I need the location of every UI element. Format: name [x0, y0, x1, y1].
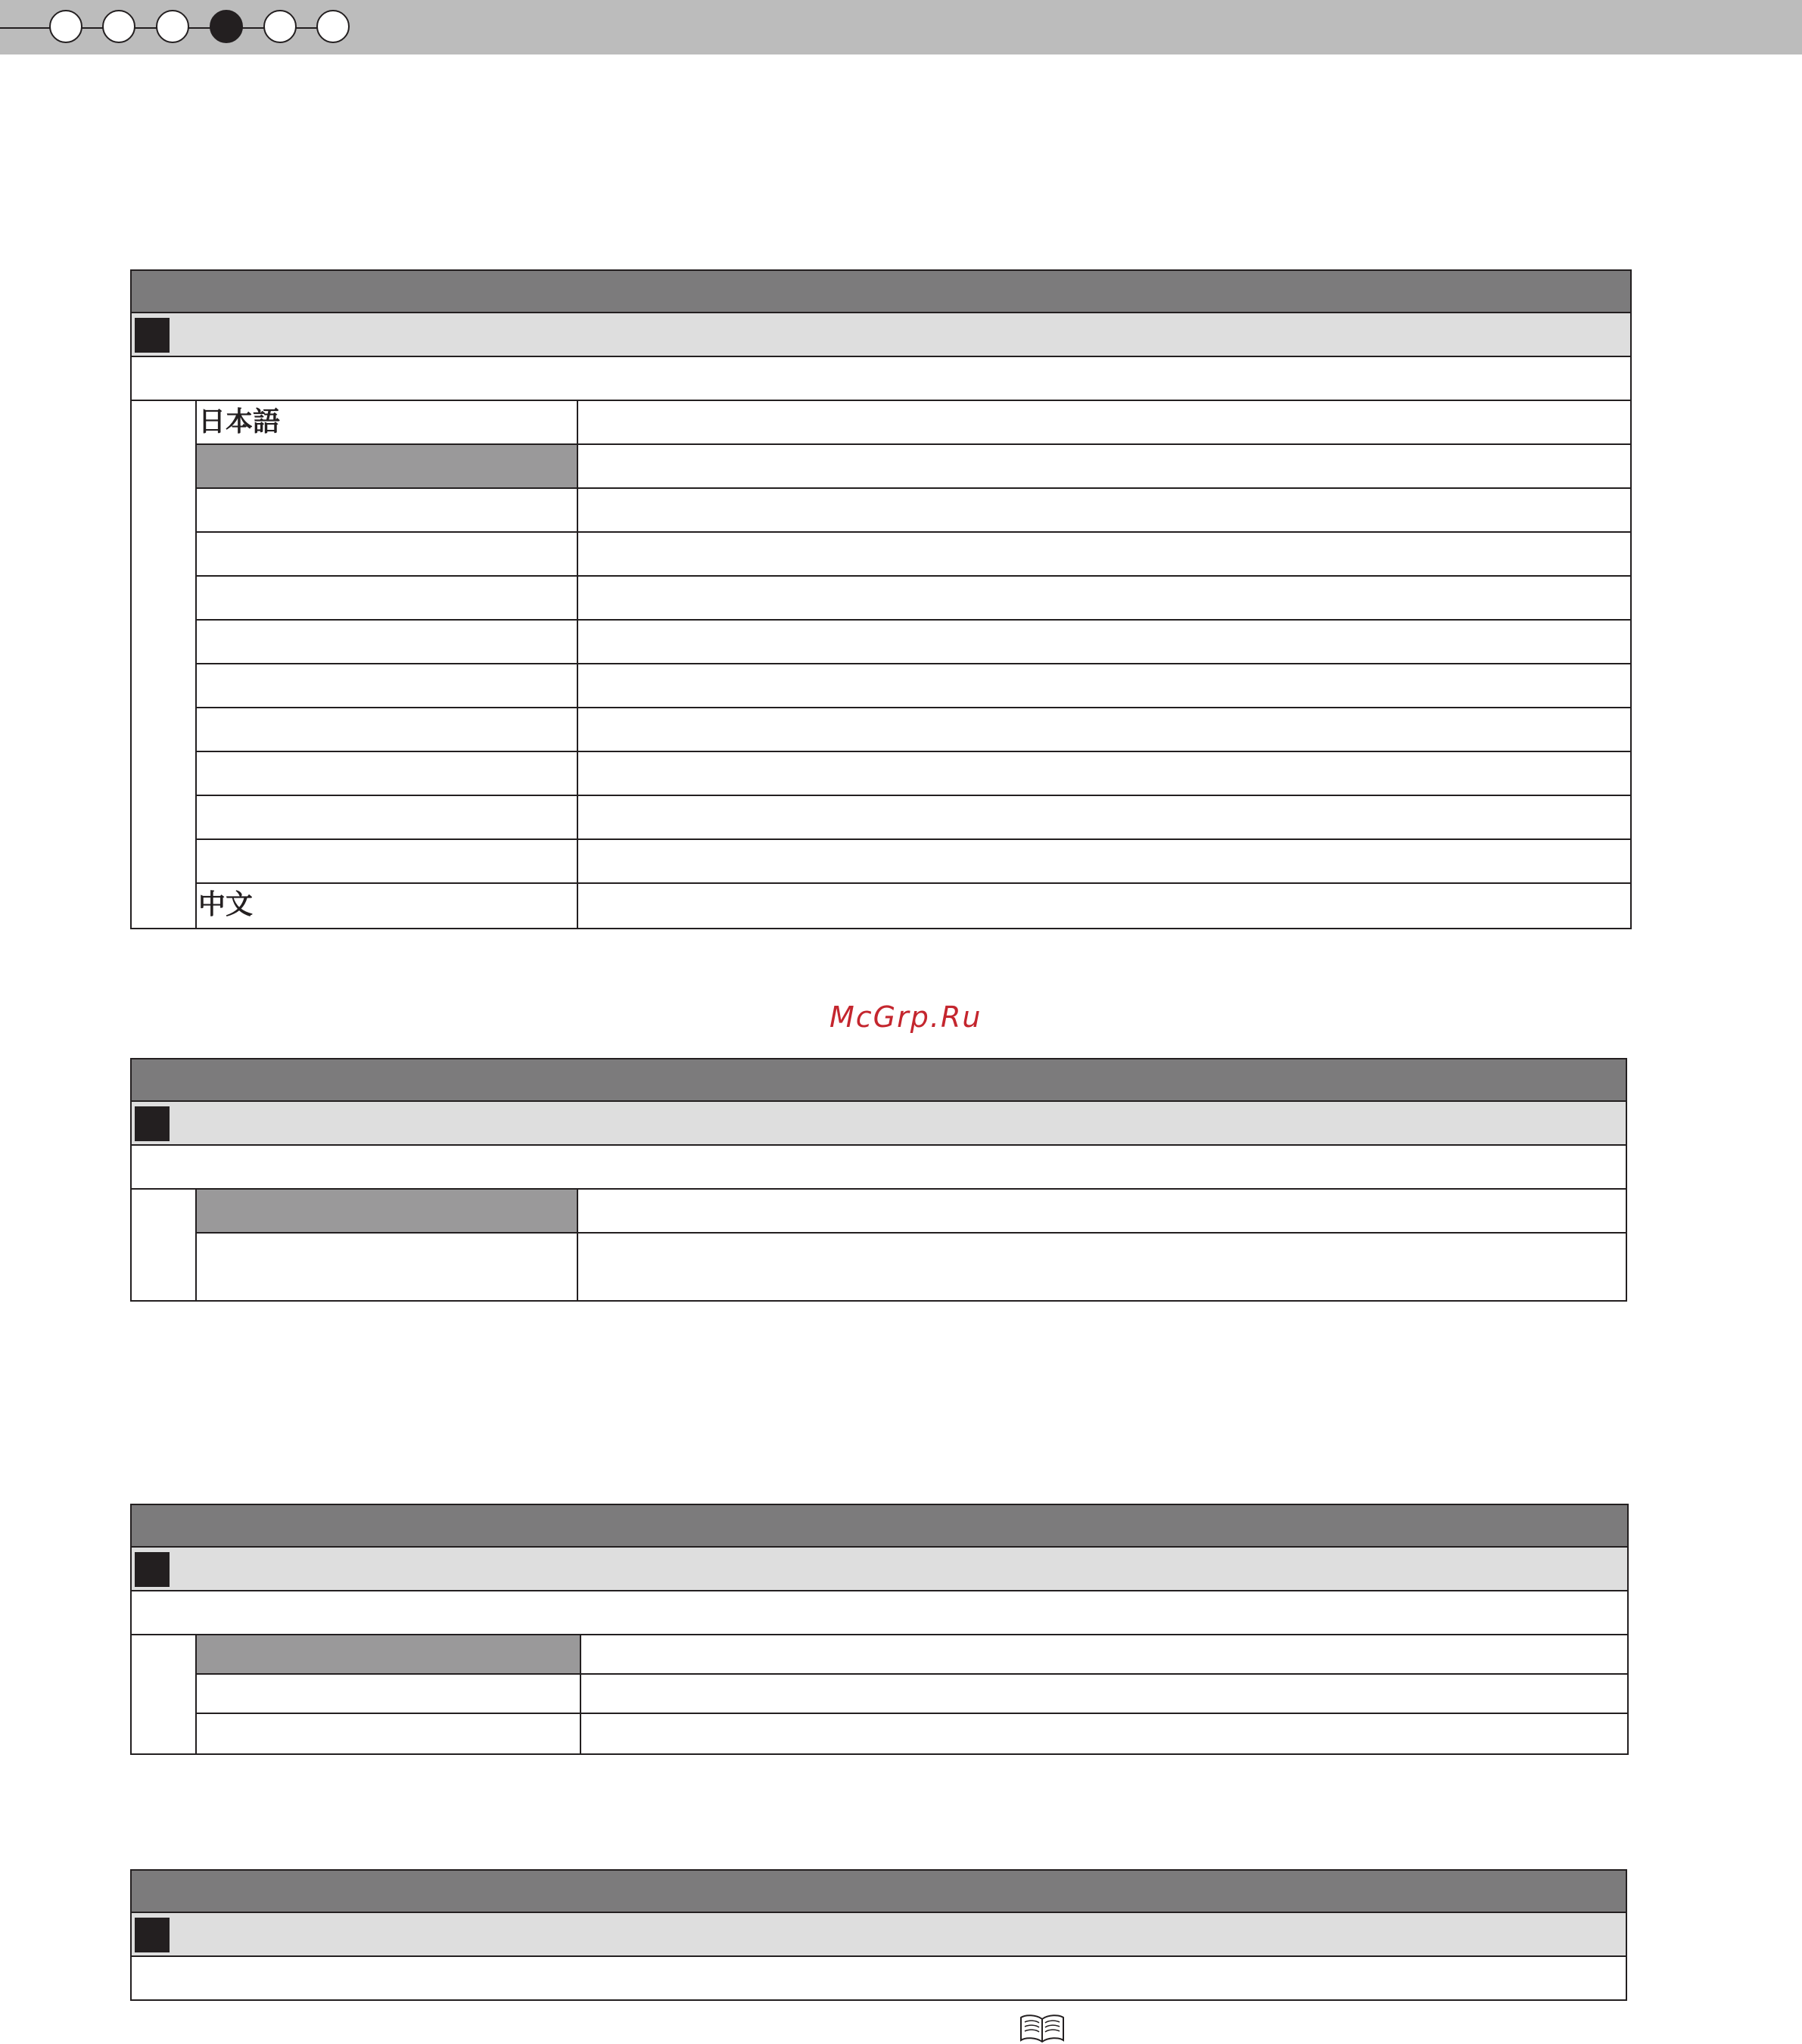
option-label [197, 840, 578, 882]
table-row[interactable] [197, 1635, 1627, 1675]
section-marker-icon [135, 1106, 170, 1141]
option-description [578, 884, 1630, 928]
section-header-bar [130, 1504, 1629, 1548]
table-indent-column [132, 1635, 197, 1753]
option-label-default [197, 445, 578, 487]
option-description [578, 1190, 1626, 1232]
section-marker-icon [135, 1552, 170, 1587]
option-label-default [197, 1190, 578, 1232]
step-3-circle-icon[interactable] [156, 10, 189, 43]
book-icon [1018, 2013, 1066, 2043]
option-description [578, 664, 1630, 707]
option-description [578, 1234, 1626, 1300]
step-6-circle-icon[interactable] [316, 10, 350, 43]
option-label [197, 708, 578, 751]
table-row[interactable] [197, 1190, 1626, 1234]
table-row[interactable] [197, 1675, 1627, 1714]
options-table [130, 1190, 1627, 1302]
section-description [130, 1957, 1627, 2001]
option-label [197, 796, 578, 838]
option-label [197, 752, 578, 795]
menu-section-4 [130, 1869, 1627, 2001]
section-header-bar [130, 1869, 1627, 1913]
menu-section-3 [130, 1504, 1629, 1755]
option-label [197, 1675, 581, 1713]
option-label [197, 489, 578, 531]
table-row[interactable] [197, 533, 1630, 577]
section-description [130, 357, 1632, 401]
table-row[interactable] [197, 401, 1630, 445]
table-row[interactable] [197, 752, 1630, 796]
table-row[interactable] [197, 796, 1630, 840]
option-label [197, 621, 578, 663]
option-description [578, 621, 1630, 663]
option-label-default [197, 1635, 581, 1673]
option-description [578, 445, 1630, 487]
table-row[interactable] [197, 1234, 1626, 1300]
option-label: 中文 [197, 884, 578, 928]
option-description [578, 840, 1630, 882]
section-marker-icon [135, 1918, 170, 1952]
table-row[interactable] [197, 489, 1630, 533]
option-description [581, 1635, 1627, 1673]
option-description [578, 752, 1630, 795]
table-indent-column [132, 1190, 197, 1300]
option-description [581, 1675, 1627, 1713]
options-table [130, 1635, 1629, 1755]
section-subheader-bar [130, 1102, 1627, 1146]
table-row[interactable] [197, 577, 1630, 621]
table-row[interactable] [197, 664, 1630, 708]
section-subheader-bar [130, 1913, 1627, 1957]
top-navigation-bar [0, 0, 1802, 54]
menu-section-2 [130, 1058, 1627, 1302]
option-description [578, 708, 1630, 751]
section-subheader-bar [130, 1548, 1629, 1591]
section-description [130, 1591, 1629, 1635]
table-row[interactable] [197, 884, 1630, 928]
option-description [578, 796, 1630, 838]
option-label [197, 1714, 581, 1753]
option-label [197, 533, 578, 575]
step-2-circle-icon[interactable] [102, 10, 135, 43]
option-label [197, 577, 578, 619]
option-label [197, 1234, 578, 1300]
table-row[interactable] [197, 621, 1630, 664]
table-row[interactable] [197, 1714, 1627, 1753]
step-5-circle-icon[interactable] [263, 10, 297, 43]
table-row[interactable] [197, 445, 1630, 489]
step-4-current-circle-icon[interactable] [210, 10, 243, 43]
section-subheader-bar [130, 313, 1632, 357]
option-description [578, 533, 1630, 575]
section-header-bar [130, 269, 1632, 313]
option-description [578, 401, 1630, 443]
option-label: 日本語 [197, 401, 578, 443]
watermark-text: McGrp.Ru [829, 1000, 982, 1034]
section-header-bar [130, 1058, 1627, 1102]
option-label [197, 664, 578, 707]
option-description [581, 1714, 1627, 1753]
step-1-circle-icon[interactable] [49, 10, 82, 43]
options-table [130, 401, 1632, 929]
table-indent-column [132, 401, 197, 928]
option-description [578, 489, 1630, 531]
section-marker-icon [135, 318, 170, 353]
section-description [130, 1146, 1627, 1190]
menu-section-language [130, 269, 1632, 929]
option-description [578, 577, 1630, 619]
table-row[interactable] [197, 708, 1630, 752]
table-row[interactable] [197, 840, 1630, 884]
